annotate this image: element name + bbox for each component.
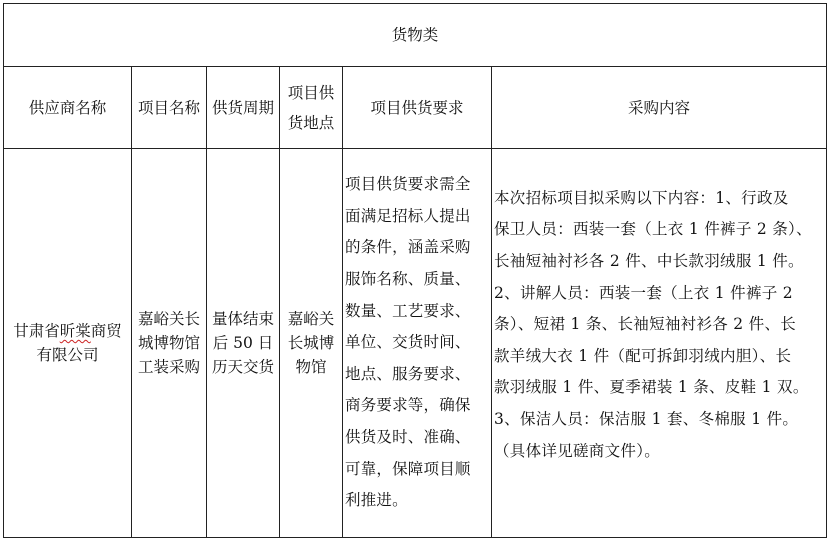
content-line: 款羊绒大衣 1 件（配可拆卸羽绒内胆）、长 [494, 346, 792, 365]
header-period: 供货周期 [207, 67, 280, 149]
header-requirements: 项目供货要求 [343, 67, 492, 149]
header-location-line: 项目供 [287, 83, 335, 102]
procurement-table [3, 3, 827, 538]
requirements-line: 的条件，涵盖采购 [345, 238, 471, 257]
content-line: 本次招标项目拟采购以下内容：1、行政及 [494, 188, 789, 207]
requirements-line: 项目供货要求需全 [345, 175, 471, 194]
cell-project [132, 149, 207, 538]
title-row [4, 4, 827, 67]
location-line: 嘉峪关 [287, 310, 335, 328]
supplier-name-line2: 有限公司 [36, 346, 99, 364]
header-location [280, 67, 343, 149]
header-location-line: 货地点 [287, 113, 335, 132]
table-title: 货物类 [4, 4, 827, 67]
table-row [4, 149, 827, 538]
requirements-line: 可靠，保障项目顺 [345, 459, 471, 478]
header-content: 采购内容 [492, 67, 827, 149]
requirements-line: 供货及时、准确、 [345, 427, 471, 446]
header-row [4, 67, 827, 149]
requirements-line: 商务要求等，确保 [345, 396, 471, 415]
content-line: （具体详见磋商文件）。 [494, 441, 661, 460]
supplier-prefix: 甘肃省 [13, 322, 60, 340]
content-line: 3、保洁人员：保洁服 1 套、冬棉服 1 件。 [494, 409, 799, 428]
location-line: 长城博 [287, 334, 335, 352]
supplier-suffix: 商贸 [90, 322, 122, 340]
period-line: 后 50 日 [212, 334, 274, 352]
content-line: 保卫人员：西装一套（上衣 1 件裤子 2 条）、 [494, 220, 812, 239]
cell-supplier [4, 149, 132, 538]
header-supplier: 供应商名称 [4, 67, 132, 149]
supplier-mark-spellcheck: 昕棠 [59, 322, 91, 340]
requirements-line: 服饰名称、质量、 [345, 270, 471, 289]
cell-location [280, 149, 343, 538]
requirements-line: 利推进。 [345, 491, 408, 510]
content-line: 条）、短裙 1 条、长袖短袖衬衫各 2 件、长 [494, 315, 797, 334]
requirements-line: 面满足招标人提出 [345, 206, 471, 225]
header-project: 项目名称 [132, 67, 207, 149]
requirements-line: 地点、服务要求、 [345, 364, 471, 383]
period-line: 量体结束 [211, 310, 274, 328]
content-text [494, 183, 824, 503]
requirements-line: 单位、交货时间、 [345, 333, 471, 352]
cell-period [207, 149, 280, 538]
cell-requirements [343, 149, 492, 538]
requirements-line: 数量、工艺要求、 [345, 301, 471, 320]
project-line: 嘉峪关长 [137, 310, 200, 328]
period-line: 历天交货 [211, 358, 274, 376]
content-line: 长袖短袖衬衫各 2 件、中长款羽绒服 1 件。 [494, 252, 804, 271]
content-line: 款羽绒服 1 件、夏季裙装 1 条、皮鞋 1 双。 [494, 378, 809, 397]
cell-content [492, 149, 827, 538]
project-line: 城博物馆 [137, 334, 200, 352]
location-line: 物馆 [295, 358, 327, 376]
project-line: 工装采购 [137, 358, 200, 376]
supplier-name-line1 [4, 319, 131, 343]
content-line: 2、讲解人员：西装一套（上衣 1 件裤子 2 [494, 283, 793, 302]
